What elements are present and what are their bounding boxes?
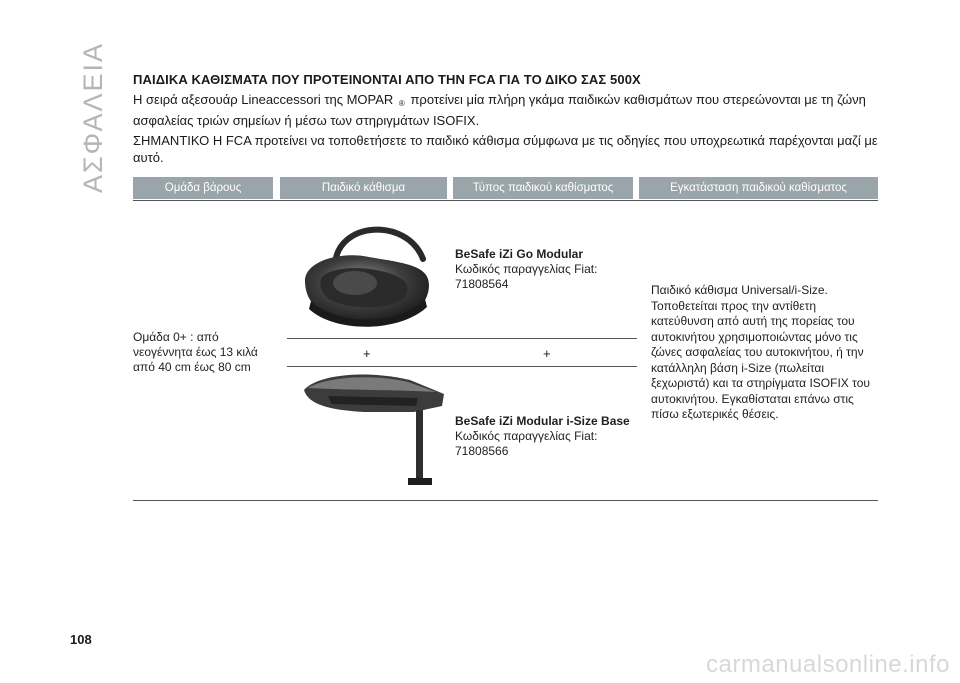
weight-group-cell: Ομάδα 0+ : από νεογέννητα έως 13 κιλά από 40 cm έως 80 cm	[133, 330, 258, 374]
product-2-name: BeSafe iZi Modular i-Size Base	[455, 414, 630, 428]
table-bottom-divider	[133, 500, 878, 501]
intro-text-before: Η σειρά αξεσουάρ Lineaccessori της MOPAR	[133, 92, 394, 107]
important-paragraph: ΣΗΜΑΝΤΙΚΟ Η FCA προτείνει να τοποθετήσετε το παιδικό κάθισμα σύμφωνα με τις οδηγίες που υποχρεωτικά παρέχονται μαζί με αυτό.	[133, 133, 878, 165]
product-2-info	[455, 414, 640, 459]
section-tab	[76, 41, 112, 193]
product-2-code-label: Κωδικός παραγγελίας Fiat:	[455, 429, 598, 443]
column-header-child-seat: Παιδικό κάθισμα	[280, 177, 447, 199]
column-header-seat-type: Τύπος παιδικού καθίσματος	[453, 177, 633, 199]
page-title: ΠΑΙΔΙΚΑ ΚΑΘΙΣΜΑΤΑ ΠΟΥ ΠΡΟΤΕΙΝΟΝΤΑΙ ΑΠΟ ΤΗΝ FCA ΓΙΑ ΤΟ ΔΙΚΟ ΣΑΣ 500X	[133, 72, 641, 87]
isofix-base-image	[298, 366, 448, 496]
page-header	[133, 72, 878, 169]
product-2-code: 71808566	[455, 444, 509, 458]
plus-sign-type: +	[543, 346, 551, 361]
watermark: carmanualsonline.info	[706, 651, 950, 678]
column-header-installation: Εγκατάσταση παιδικού καθίσματος	[639, 177, 878, 199]
product-divider	[287, 338, 637, 339]
installation-cell: Παιδικό κάθισμα Universal/i-Size. Τοποθετείται προς την αντίθετη κατεύθυνση από αυτή της πορείας του αυτοκινήτου χρησιμοποιώντας μόνο τις ζώνες ασφαλείας του αυτοκινήτου, ή την κατάλληλη βάση i-Size (πωλείται ξεχωριστά) και τα στηρίγματα ISOFIX του αυτοκινήτου. Εγκαθίσταται επάνω στις πίσω εξωτερικές θέσεις.	[651, 283, 870, 421]
product-1-name: BeSafe iZi Go Modular	[455, 247, 584, 261]
product-1-info	[455, 247, 640, 292]
product-1-code: 71808564	[455, 277, 509, 291]
page-number: 108	[70, 632, 92, 647]
table-top-divider	[133, 200, 878, 201]
column-header-weight-group: Ομάδα βάρους	[133, 177, 273, 199]
intro-text-after: προτείνει μία πλήρη γκάμα παιδικών καθισμάτων που στερεώνονται με τη ζώνη ασφαλείας τριών σημείων ή μέσω των στηριγμάτων ISOFIX.	[133, 92, 866, 128]
registered-mark: ®	[398, 99, 405, 108]
section-tab-label: ΑΣΦΑΛΕΙΑ	[78, 41, 109, 193]
table-header	[133, 177, 878, 199]
product-1-code-label: Κωδικός παραγγελίας Fiat:	[455, 262, 598, 276]
plus-sign-seat: +	[363, 346, 371, 361]
infant-carrier-seat-image	[295, 213, 445, 333]
intro-paragraph	[133, 91, 878, 129]
